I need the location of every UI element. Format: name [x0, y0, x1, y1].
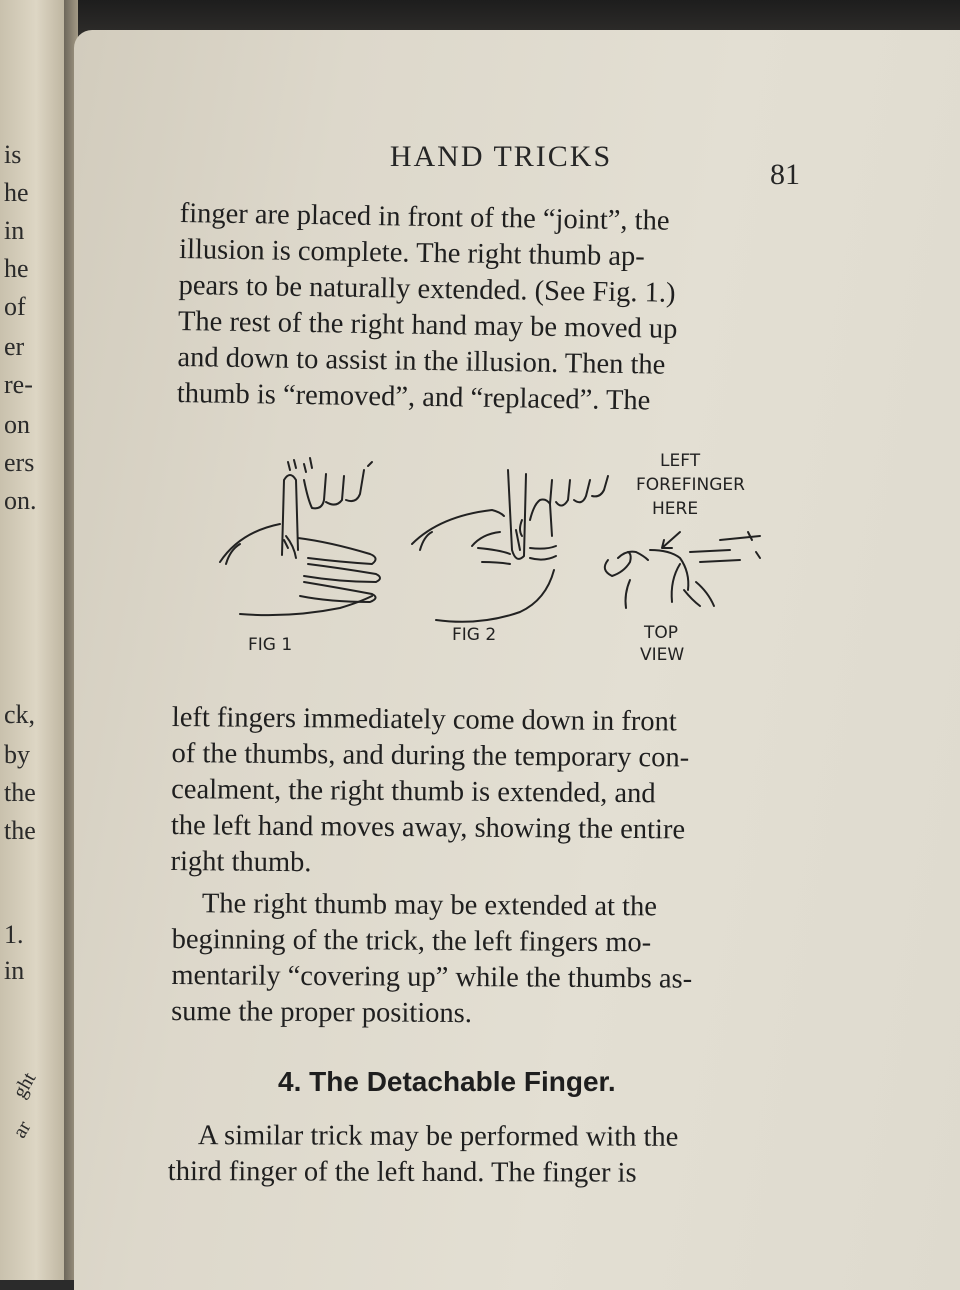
left-page-fragment: the: [4, 816, 36, 845]
left-page-fragment: he: [4, 254, 29, 283]
text-line: A similar trick may be performed with the: [197, 1120, 679, 1153]
section-heading: 4. The Detachable Finger.: [278, 1066, 616, 1097]
text-line: beginning of the trick, the left fingers mo-: [171, 923, 652, 959]
annotation-label: HERE: [652, 499, 699, 519]
text-line: the left hand moves away, showing the entire: [170, 809, 686, 846]
left-page-fragment: er: [4, 332, 25, 361]
left-page-fragment: ck,: [4, 700, 36, 729]
left-page-fragment: in: [4, 216, 25, 245]
paragraph: [171, 886, 796, 1034]
fig2-drawing: [412, 470, 608, 622]
text-line: illusion is complete. The right thumb ap-: [178, 233, 646, 273]
left-page-fragment: the: [4, 778, 36, 807]
text-line: left fingers immediately come down in front: [171, 701, 677, 738]
left-page-fragment: on: [4, 410, 30, 439]
left-page-fragment: ers: [4, 448, 35, 477]
top-view-caption: VIEW: [640, 645, 685, 665]
top-view-caption: TOP: [644, 623, 679, 643]
left-page-fragment: ght: [8, 1068, 41, 1102]
left-page-fragment: of: [4, 292, 26, 321]
annotation-label: LEFT: [660, 451, 701, 471]
left-page-fragment: by: [4, 740, 30, 769]
hand-illustration: [200, 440, 780, 680]
text-line: mentarily “covering up” while the thumbs as-: [171, 959, 693, 995]
text-line: The rest of the right hand may be moved up: [177, 305, 678, 345]
left-page-fragment: is: [4, 140, 22, 169]
left-page-fragment: 1.: [4, 920, 24, 949]
left-page-fragment: ar: [8, 1117, 36, 1142]
top-view-drawing: [605, 532, 760, 608]
left-page-fragment: he: [4, 178, 29, 207]
page-number: 81: [770, 158, 800, 191]
left-page-fragment: re-: [4, 370, 33, 399]
fig2-caption: FIG 2: [452, 625, 497, 645]
text-line: third finger of the left hand. The finger is: [167, 1155, 637, 1189]
text-line: The right thumb may be extended at the: [201, 888, 658, 923]
text-line: right thumb.: [170, 845, 312, 879]
facing-left-page: [0, 0, 66, 1280]
left-page-fragment: on.: [4, 486, 37, 515]
text-line: of the thumbs, and during the temporary con-: [171, 737, 690, 774]
annotation-label: FOREFINGER: [636, 475, 745, 495]
running-head: HAND TRICKS: [389, 140, 613, 173]
fig1-drawing: [220, 458, 380, 615]
text-line: pears to be naturally extended. (See Fig. 1.): [178, 269, 676, 309]
text-line: cealment, the right thumb is extended, and: [171, 773, 656, 810]
text-line: sume the proper positions.: [171, 995, 473, 1030]
left-page-fragment: in: [4, 956, 25, 985]
paragraph: [170, 700, 796, 885]
paragraph: [168, 1118, 792, 1192]
fig1-caption: FIG 1: [248, 635, 293, 655]
text-line: finger are placed in front of the “joint”, the: [179, 197, 670, 237]
text-line: and down to assist in the illusion. Then the: [177, 341, 666, 381]
paragraph: [177, 196, 802, 422]
text-line: thumb is “removed”, and “replaced”. The: [176, 377, 651, 417]
